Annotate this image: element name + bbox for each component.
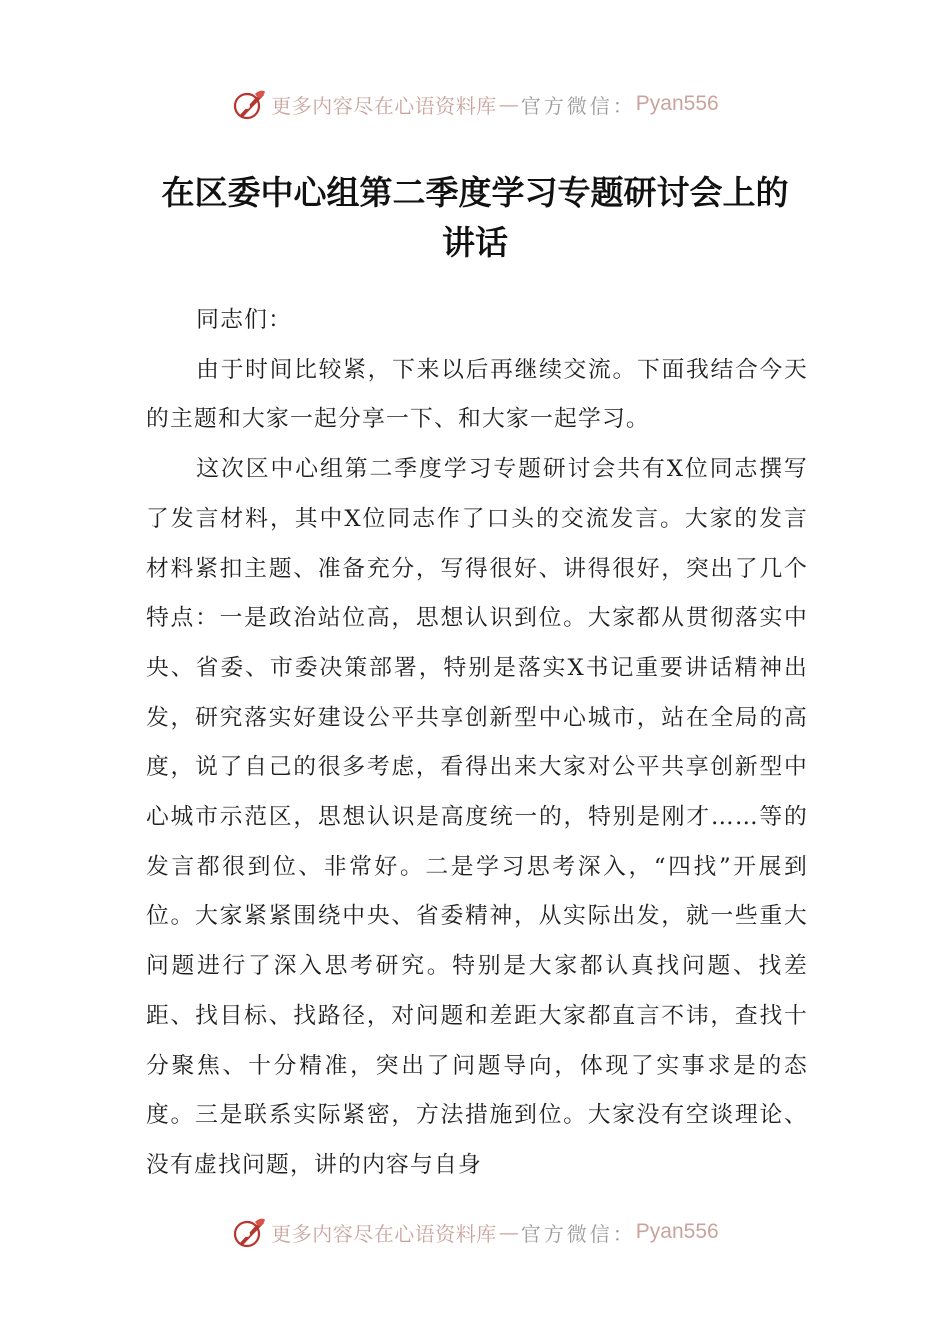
watermark-wechat-id: Pyan556 [635, 1220, 719, 1243]
quill-logo-icon [231, 86, 267, 122]
quill-logo-icon [231, 1214, 267, 1250]
watermark-dash: — [498, 92, 519, 116]
watermark-main-text: 更多内容尽在心语资料库 [271, 1221, 497, 1246]
paragraph-salutation: 同志们： [196, 307, 293, 333]
watermark-official-label: 官方微信： [520, 1221, 636, 1246]
paragraph-main: 这次区中心组第二季度学习专题研讨会共有X位同志撰写了发言材料，其中X位同志作了口头的交流发言。大家的发言材料紧扣主题、准备充分，写得很好、讲得很好，突出了几个特点：一是政治站位高，思想认识到位。大家都从贯彻落实中央、省委、市委决策部署，特别是落实X书记重要讲话精神出发，研究落实好建设公平共享创新型中心城市，站在全局的高度，说了自己的很多考虑，看得出来大家对公平共享创新型中心城市示范区，思想认识是高度统一的，特别是刚才……等的发言都很到位、非常好。二是学习思考深入，“四找”开展到位。大家紧紧围绕中央、省委精神，从实际出发，就一些重大问题进行了深入思考研究。特别是大家都认真找问题、找差距、找目标、找路径，对问题和差距大家都直言不讳，查找十分聚焦、十分精准，突出了问题导向，体现了实事求是的态度。三是联系实际紧密，方法措施到位。大家没有空谈理论、没有虚找问题，讲的内容与自身 [146, 456, 808, 1178]
document-title: 在区委中心组第二季度学习专题研讨会上的讲话 [161, 173, 789, 262]
watermark-official-label: 官方微信： [520, 93, 636, 118]
document-body [146, 296, 808, 1191]
paragraph-intro: 由于时间比较紧，下来以后再继续交流。下面我结合今天的主题和大家一起分享一下、和大家一起学习。 [146, 356, 808, 433]
watermark-dash: — [498, 1220, 519, 1244]
watermark-main-text: 更多内容尽在心语资料库 [271, 93, 497, 118]
watermark-banner-top [0, 84, 950, 124]
watermark-banner-bottom [0, 1212, 950, 1252]
watermark-wechat-id: Pyan556 [635, 92, 719, 115]
